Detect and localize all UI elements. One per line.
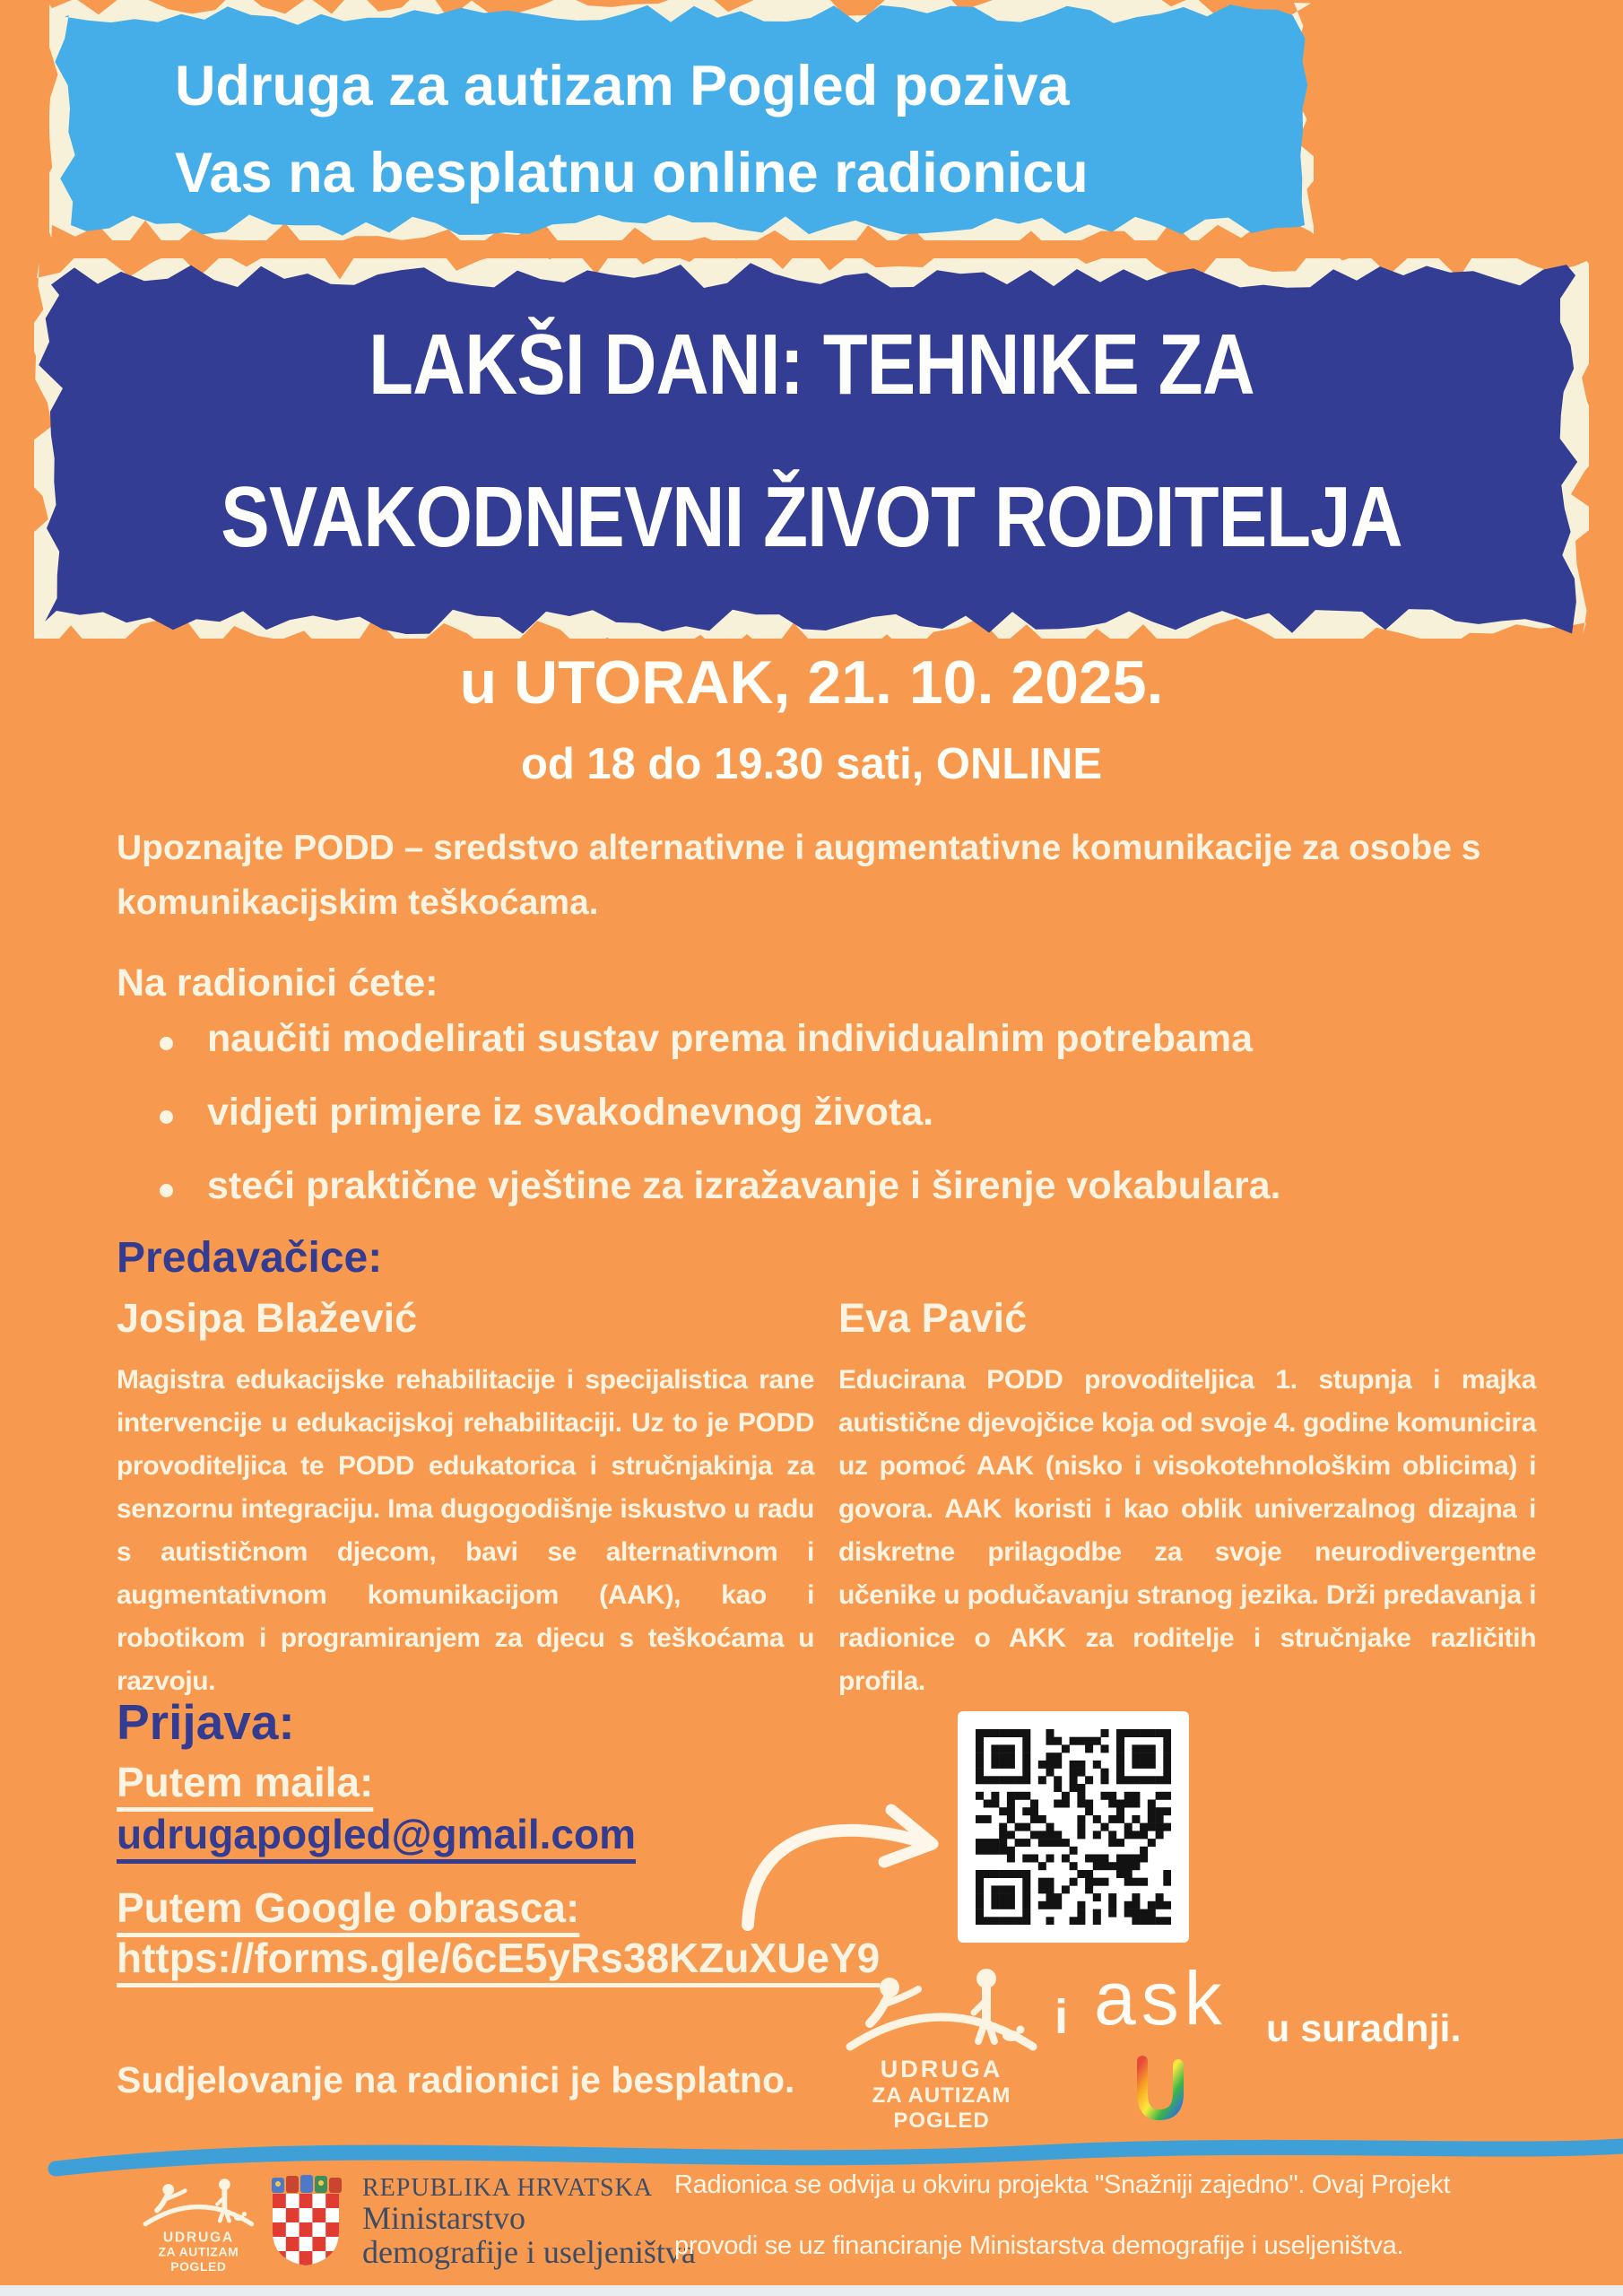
- udruga-pogled-logo-small: [131, 2174, 266, 2274]
- ask-rainbow-mark-icon: [1132, 2056, 1187, 2124]
- agenda-item: [160, 1091, 1280, 1164]
- ask-logo-text: ask: [1094, 1956, 1228, 2040]
- speaker-name-1: Josipa Blažević: [117, 1295, 418, 1341]
- udruga-bridge-figures-icon: [136, 2174, 261, 2232]
- agenda-item: [160, 1164, 1280, 1238]
- udruga-pogled-logo: [825, 1961, 1058, 2134]
- page-title-line1: LAKŠI DANI: TEHNIKE ZA: [369, 317, 1254, 413]
- speaker-bio-2: Educirana PODD provoditeljica 1. stupnja i majka autistične djevojčice koja od svoje 4. godine komunicira uz pomoć AAK (nisko i visokotehnološkim oblicima) i govora. AAK koristi i kao oblik univerzalnog dizajna i diskretne prilagodbe za svoje neurodivergentne učenike u podučavanju stranog jezika. Drži predavanja i radionice o AKK za roditelje i stručnjake različitih profila.: [838, 1365, 1536, 1696]
- udruga-logo-text1: UDRUGA: [880, 2056, 1003, 2083]
- signup-heading: Prijava:: [117, 1694, 295, 1750]
- speakers-heading: Predavačice:: [117, 1234, 383, 1282]
- invitation-line1: Udruga za autizam Pogled poziva: [175, 55, 1070, 117]
- agenda-list: [160, 1017, 1280, 1238]
- bullet-icon: [160, 1184, 173, 1197]
- croatia-coat-of-arms-icon: [267, 2174, 344, 2267]
- qr-code: [958, 1711, 1189, 1943]
- page-title-line2: SVAKODNEVNI ŽIVOT RODITELJA: [221, 469, 1402, 565]
- free-participation-note: Sudjelovanje na radionici je besplatno.: [117, 2059, 795, 2100]
- agenda-item: [160, 1017, 1280, 1091]
- agenda-heading: Na radionici ćete:: [117, 961, 438, 1004]
- conjunction-text: i: [1055, 1990, 1069, 2044]
- agenda-item-text: steći praktične vještine za izražavanje i širenje vokabulara.: [207, 1164, 1281, 1207]
- udruga-logo-text1: UDRUGA: [162, 2229, 234, 2245]
- agenda-item-text: naučiti modelirati sustav prema individualnim potrebama: [207, 1017, 1254, 1060]
- bullet-icon: [160, 1037, 173, 1050]
- collaboration-text: u suradnji.: [1266, 2007, 1462, 2050]
- intro-paragraph: Upoznajte PODD – sredstvo alternativne i augmentativne komunikacije za osobe s komunikacijskim teškoćama.: [117, 829, 1481, 922]
- udruga-logo-text2: ZA AUTIZAM POGLED: [158, 2245, 239, 2274]
- udruga-bridge-figures-icon: [834, 1961, 1049, 2061]
- ministry-line3: demografije i useljeništva: [362, 2234, 696, 2270]
- speaker-name-2: Eva Pavić: [838, 1295, 1028, 1341]
- bullet-icon: [160, 1110, 173, 1124]
- signup-email-link[interactable]: udrugapogled@gmail.com: [117, 1811, 636, 1857]
- footer-note-line1: Radionica se odvija u okviru projekta "Snažniji zajedno". Ovaj Projekt: [674, 2170, 1451, 2199]
- ministry-line2: Ministarstvo: [362, 2200, 526, 2236]
- qr-code-pattern: [976, 1729, 1171, 1925]
- footer-note-line2: provodi se uz financiranje Ministarstva demografije i useljeništva.: [674, 2231, 1404, 2260]
- speaker-bio-1: Magistra edukacijske rehabilitacije i specijalistica rane intervencije u edukacijskoj rehabilitaciji. Uz to je PODD provoditeljica te PODD edukatorica i stručnjakinja za senzornu integraciju. Ima dugogodišnje iskustvo u radu s autističnom djecom, bavi se alternativnom i augmentativnom komunikacijom (AAK), kao i robotikom i programiranjem za djecu s teškoćama u razvoju.: [117, 1365, 814, 1696]
- ministry-line1: REPUBLIKA HRVATSKA: [362, 2174, 654, 2202]
- event-date: u UTORAK, 21. 10. 2025.: [459, 648, 1164, 717]
- curved-arrow-icon: [733, 1783, 967, 1935]
- invitation-banner: [175, 43, 1305, 217]
- event-time: od 18 do 19.30 sati, ONLINE: [520, 740, 1103, 788]
- udruga-logo-text2: ZA AUTIZAM POGLED: [872, 2083, 1011, 2133]
- signup-form-url-link[interactable]: https://forms.gle/6cE5yRs38KZuXUeY9: [117, 1935, 881, 1981]
- bottom-edge-strip: [0, 2285, 1623, 2296]
- signup-mail-label: Putem maila:: [117, 1759, 374, 1805]
- invitation-line2: Vas na besplatnu online radionicu: [175, 142, 1089, 204]
- agenda-item-text: vidjeti primjere iz svakodnevnog života.: [207, 1091, 934, 1134]
- signup-form-label: Putem Google obrasca:: [117, 1884, 580, 1931]
